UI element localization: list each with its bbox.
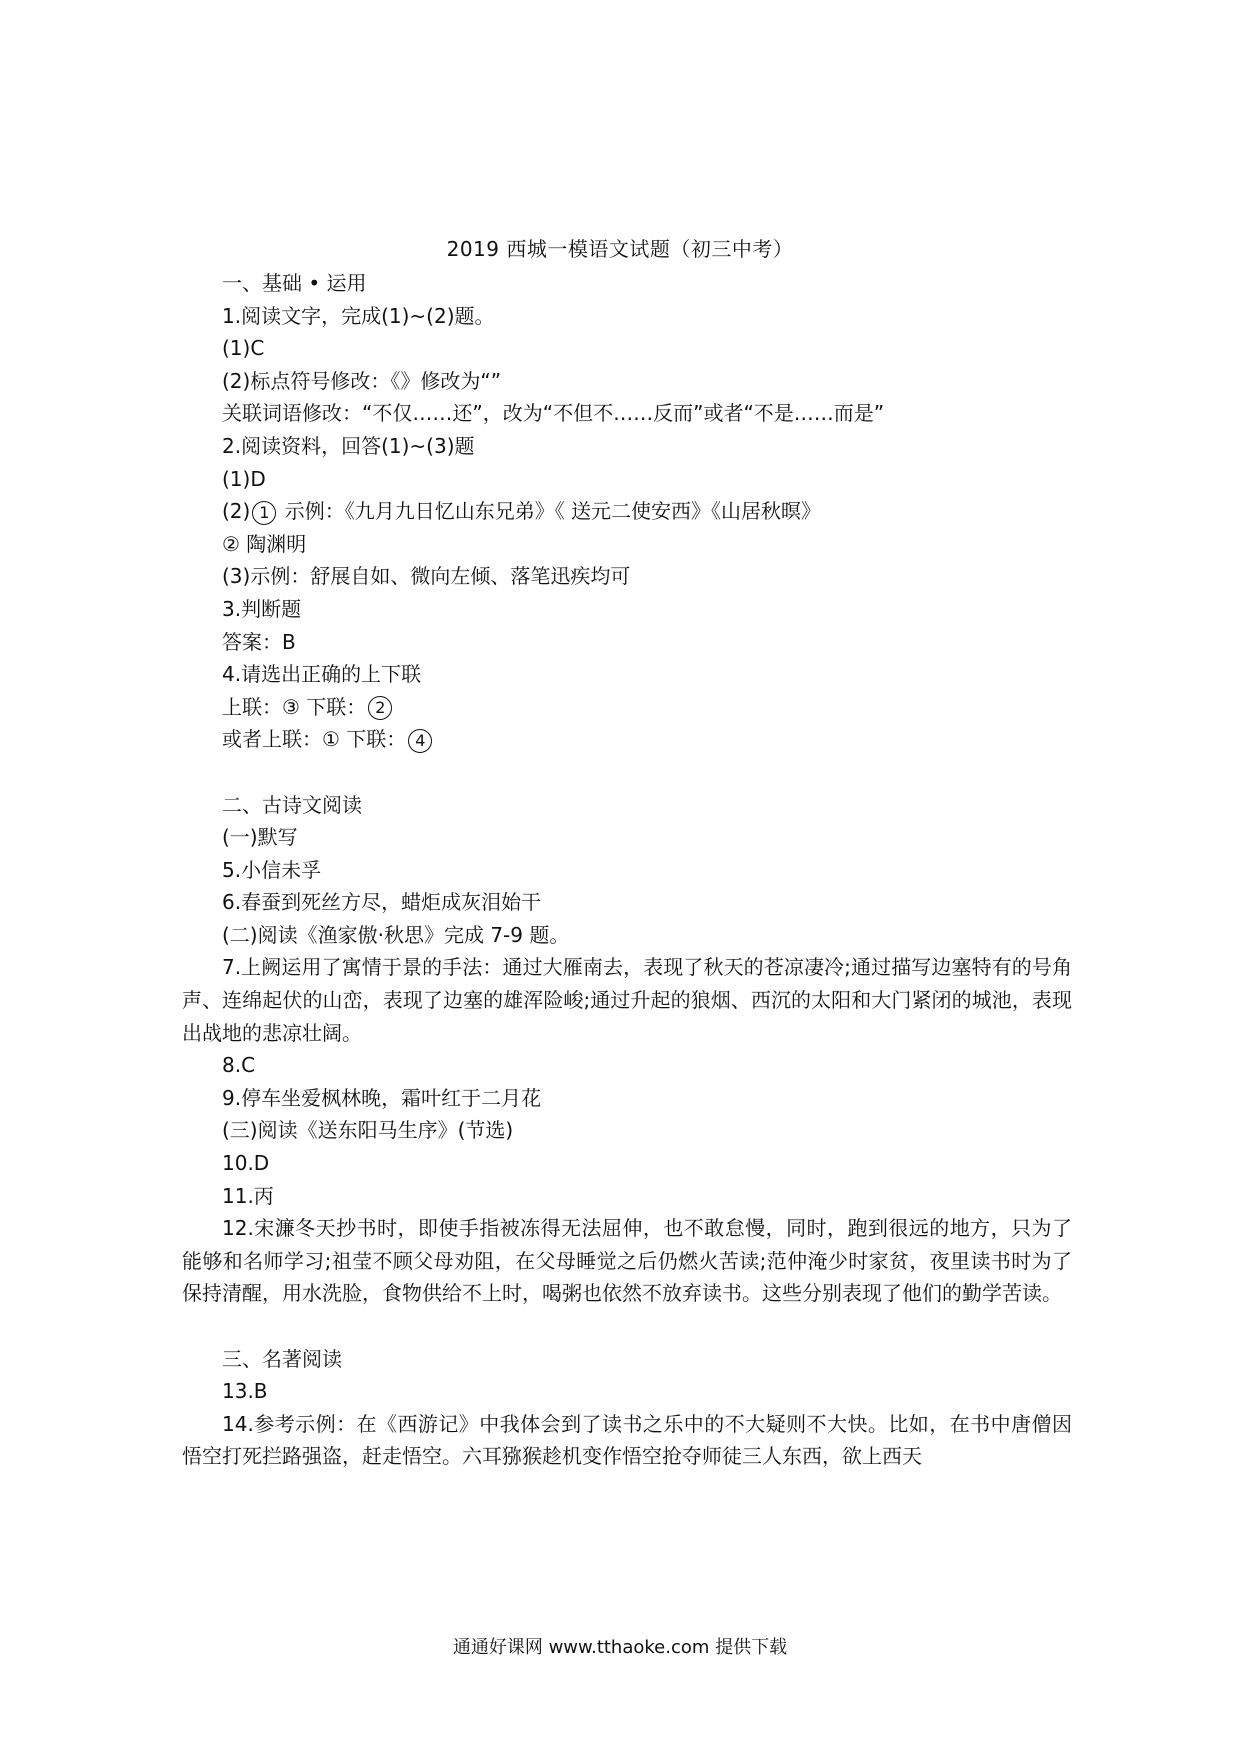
circled-number-1: 1 bbox=[252, 501, 276, 525]
question-1: 1.阅读文字，完成(1)~(2)题。 bbox=[222, 303, 495, 328]
answer-4-b-text: 或者上联：① 下联： bbox=[222, 727, 407, 752]
answer-5: 5.小信未孚 bbox=[222, 857, 322, 882]
answer-4-a bbox=[222, 691, 1072, 724]
section-heading-3: 三、名著阅读 bbox=[222, 1346, 342, 1371]
answer-2-2-text: 示例：《九月九日忆山东兄弟》《 送元二使安西》《山居秋暝》 bbox=[278, 499, 822, 524]
answer-2-1: (1)D bbox=[222, 466, 266, 491]
answer-1-2: (2)标点符号修改：《》修改为“” bbox=[222, 368, 502, 393]
answer-1-2-connectives: 关联词语修改：“不仅……还”，改为“不但不……反而”或者“不是……而是” bbox=[222, 401, 885, 426]
subsection-1: (一)默写 bbox=[222, 825, 298, 850]
answer-12: 12.宋濂冬天抄书时，即使手指被冻得无法屈伸，也不敢怠慢，同时，跑到很远的地方，只为了能够和名师学习;祖莹不顾父母劝阻，在父母睡觉之后仍燃火苦读;范仲淹少时家贫，夜里读书时为了保持清醒，用水洗脸，食物供给不上时，喝粥也依然不放弃读书。这些分别表现了他们的勤学苦读。 bbox=[182, 1216, 1072, 1306]
circled-number-4: 4 bbox=[408, 729, 432, 753]
answer-13: 13.B bbox=[222, 1379, 268, 1404]
circled-number-2: ② bbox=[222, 531, 240, 556]
answer-9: 9.停车坐爱枫林晚，霜叶红于二月花 bbox=[222, 1085, 542, 1110]
page-footer: 通通好课网 www.tthaoke.com 提供下载 bbox=[452, 1637, 788, 1658]
answer-8: 8.C bbox=[222, 1053, 256, 1078]
answer-2-2-prefix: (2) bbox=[222, 499, 251, 524]
circled-number-2b: 2 bbox=[368, 696, 392, 720]
section-heading-2: 二、古诗文阅读 bbox=[222, 792, 362, 817]
page-title: 2019 西城一模语文试题（初三中考） bbox=[446, 237, 794, 261]
section-gap bbox=[222, 756, 1072, 789]
subsection-3: (三)阅读《送东阳马生序》(节选) bbox=[222, 1118, 514, 1143]
section-gap bbox=[222, 1310, 1072, 1343]
answer-2-2-part2-text: 陶渊明 bbox=[239, 531, 307, 556]
subsection-2: (二)阅读《渔家傲·秋思》完成 7-9 题。 bbox=[222, 922, 570, 947]
answer-10: 10.D bbox=[222, 1151, 270, 1176]
document-body bbox=[182, 267, 1072, 1473]
answer-2-3: (3)示例：舒展自如、微向左倾、落笔迅疾均可 bbox=[222, 564, 631, 589]
answer-14: 14.参考示例：在《西游记》中我体会到了读书之乐中的不大疑则不大快。比如，在书中唐僧因悟空打死拦路强盗，赶走悟空。六耳猕猴趁机变作悟空抢夺师徒三人东西，欲上西天 bbox=[182, 1411, 1072, 1469]
question-2: 2.阅读资料，回答(1)~(3)题 bbox=[222, 433, 475, 458]
answer-3: 答案：B bbox=[222, 629, 296, 654]
answer-4-b bbox=[222, 723, 1072, 756]
answer-4-a-text: 上联：③ 下联： bbox=[222, 694, 367, 719]
answer-2-2 bbox=[222, 495, 1072, 528]
answer-1-1: (1)C bbox=[222, 336, 265, 361]
question-4: 4.请选出正确的上下联 bbox=[222, 662, 422, 687]
answer-7: 7.上阙运用了寓情于景的手法：通过大雁南去，表现了秋天的苍凉凄冷;通过描写边塞特有的号角声、连绵起伏的山峦，表现了边塞的雄浑险峻;通过升起的狼烟、西沉的太阳和大门紧闭的城池，表现出战地的悲凉壮阔。 bbox=[182, 955, 1072, 1045]
question-3: 3.判断题 bbox=[222, 596, 302, 621]
answer-11: 11.丙 bbox=[222, 1183, 274, 1208]
answer-6: 6.春蚕到死丝方尽，蜡炬成灰泪始干 bbox=[222, 890, 542, 915]
section-heading-1: 一、基础 • 运用 bbox=[222, 271, 367, 295]
answer-2-2-part2 bbox=[222, 528, 1072, 561]
